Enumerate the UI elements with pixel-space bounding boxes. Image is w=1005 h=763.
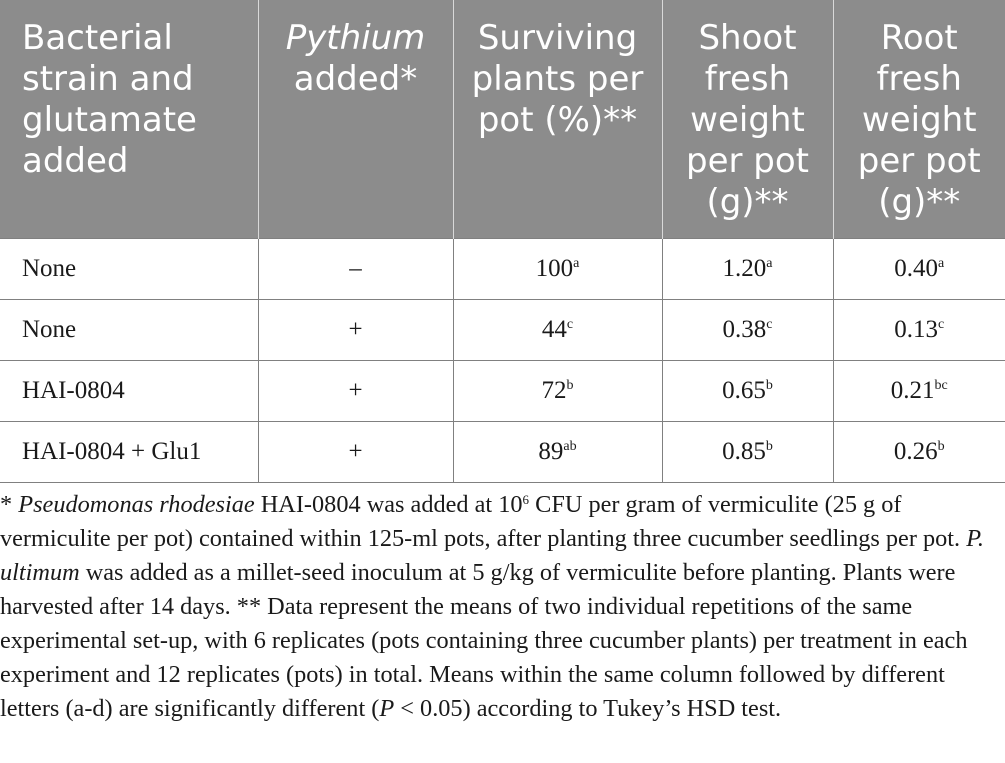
value: 0.40 (894, 254, 939, 282)
letter: b (566, 377, 574, 393)
cell-surviving (453, 421, 662, 482)
value: 0.21 (890, 376, 935, 404)
letter: b (937, 438, 945, 454)
header-surviving: Surviving plants per pot (%)** (453, 0, 662, 238)
footnote-part: * (0, 491, 19, 518)
value: 0.38 (722, 315, 767, 343)
letter: c (566, 316, 574, 332)
cell-shoot (662, 238, 833, 299)
table-body (0, 238, 1005, 482)
footnote-part: was added as a millet-seed inoculum at 5 g/kg of vermiculite before planting. Plants were harvested after 14 days. ** Data represent the means of two individual repetitions of the same experimental set-up, with 6 replicates (pots containing three cucumber plants) per treatment in each experiment and 12 replicates (pots) in total. Means within the same column followed by different letters (a-d) are significantly different ( (0, 559, 968, 722)
value: 1.20 (722, 254, 767, 282)
table-row (0, 421, 1005, 482)
header-pythium (258, 0, 453, 238)
cell-surviving (453, 238, 662, 299)
letter: c (938, 316, 945, 332)
cell-pythium: + (258, 360, 453, 421)
header-pythium-rest: added* (293, 59, 418, 99)
value: 0.85 (722, 437, 766, 465)
cell-surviving (453, 360, 662, 421)
letter: a (573, 255, 580, 271)
cell-strain: None (0, 299, 258, 360)
letter: b (765, 438, 773, 454)
table-row (0, 299, 1005, 360)
cell-root (833, 360, 1005, 421)
letter: a (766, 255, 773, 271)
cell-pythium: + (258, 421, 453, 482)
header-pythium-italic: Pythium (285, 18, 426, 58)
header-strain: Bacterial strain and glutamate added (0, 0, 258, 238)
cell-root (833, 299, 1005, 360)
footnote-species-abbrev: P. ultimum (0, 525, 984, 586)
cell-surviving (453, 299, 662, 360)
footnote-p-symbol: P (379, 695, 395, 722)
header-root: Root fresh weight per pot (g)** (833, 0, 1005, 238)
header-shoot: Shoot fresh weight per pot (g)** (662, 0, 833, 238)
footnote-species: Pseudomonas rhodesiae (18, 491, 255, 518)
cell-shoot (662, 360, 833, 421)
table-footnote (0, 488, 1005, 726)
letter: a (938, 255, 945, 271)
table-row (0, 238, 1005, 299)
letter: c (766, 316, 773, 332)
cell-shoot (662, 421, 833, 482)
header-row (0, 0, 1005, 238)
value: 0.13 (894, 315, 939, 343)
table-header (0, 0, 1005, 238)
cell-strain: None (0, 238, 258, 299)
footnote-part: < 0.05) according to Tukey’s HSD test. (394, 695, 782, 722)
cell-shoot (662, 299, 833, 360)
footnote-exponent: 6 (522, 492, 530, 507)
value: 89 (538, 437, 564, 465)
footnote-part: HAI-0804 was added at 10 (254, 491, 523, 518)
letter: ab (563, 438, 577, 454)
cell-root (833, 238, 1005, 299)
cell-pythium: – (258, 238, 453, 299)
cell-strain: HAI-0804 + Glu1 (0, 421, 258, 482)
letter: b (765, 377, 773, 393)
value: 100 (535, 254, 574, 282)
cell-pythium: + (258, 299, 453, 360)
cell-strain: HAI-0804 (0, 360, 258, 421)
letter: bc (934, 377, 948, 393)
footnote-part: CFU per gram of vermiculite (25 g of vermiculite per pot) contained within 125-ml pots, after planting three cucumber seedlings per pot. (0, 491, 967, 552)
value: 72 (541, 376, 567, 404)
value: 0.26 (893, 437, 938, 465)
value: 44 (541, 315, 567, 343)
cell-root (833, 421, 1005, 482)
value: 0.65 (722, 376, 766, 404)
table-row (0, 360, 1005, 421)
